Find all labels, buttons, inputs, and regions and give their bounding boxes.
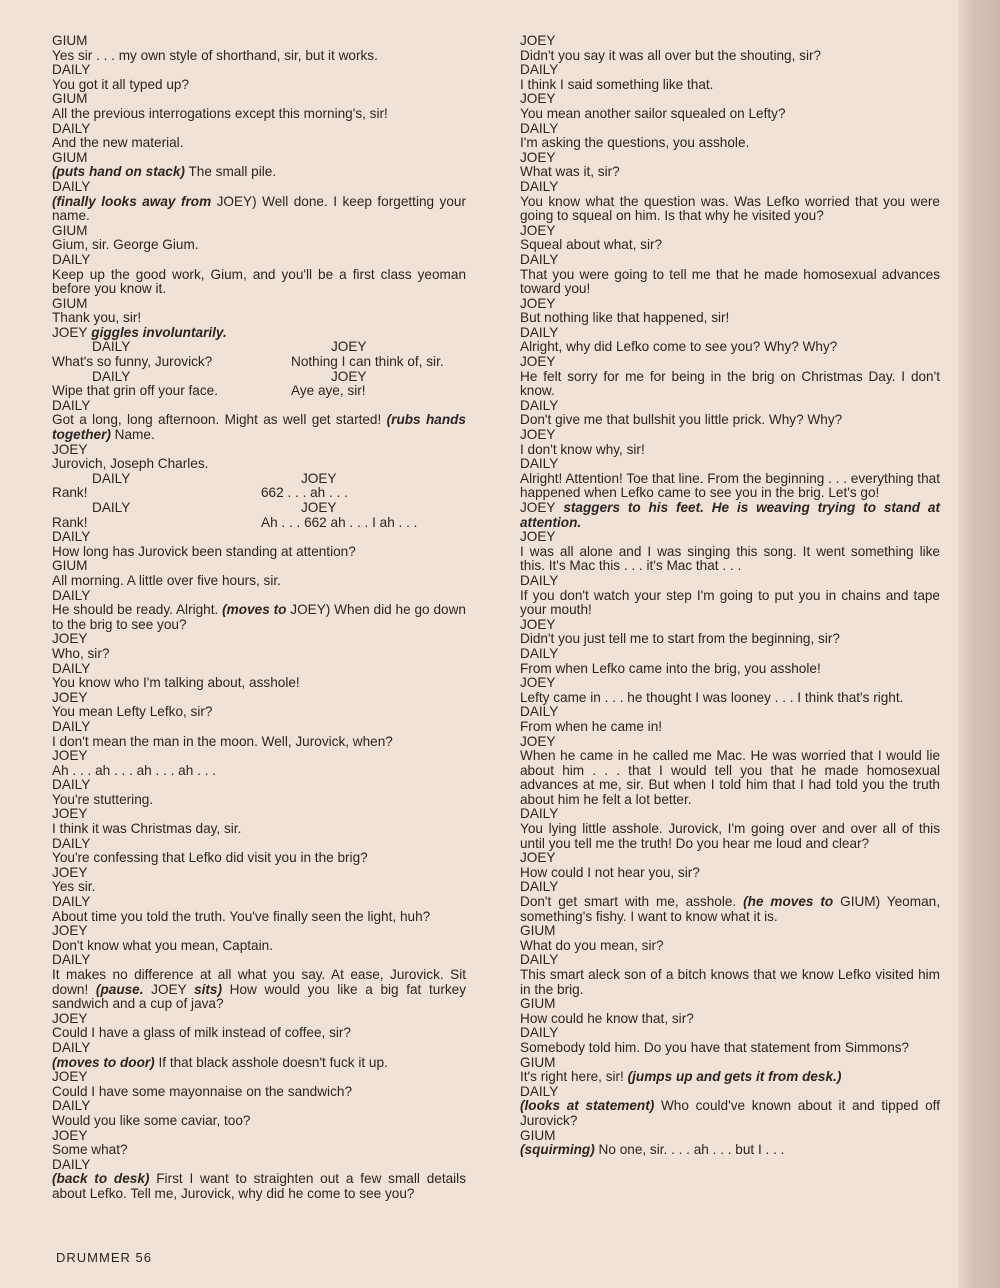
speaker-name: DAILY xyxy=(52,718,91,734)
pair-left: Rank! xyxy=(52,514,88,530)
speaker-name: DAILY xyxy=(52,587,91,603)
dialogue-line: (looks at statement) Who could've known about it and tipped off Jurovick? xyxy=(520,1098,940,1128)
speaker-name: JOEY xyxy=(52,689,88,705)
pair-right: Aye aye, sir! xyxy=(291,383,366,399)
pair-left: Rank! xyxy=(52,485,88,501)
speaker-name: GIUM xyxy=(520,996,556,1012)
dialogue-line: You're confessing that Lefko did visit you in the brig? xyxy=(52,850,368,866)
dialogue-line: Don't know what you mean, Captain. xyxy=(52,937,273,953)
dialogue-line: You know who I'm talking about, asshole! xyxy=(52,675,300,691)
pair-left: DAILY xyxy=(92,339,131,355)
speaker-name: DAILY xyxy=(52,1156,91,1172)
page-edge-shadow xyxy=(958,0,1000,1288)
speaker-name: JOEY xyxy=(520,354,556,370)
dialogue-line: I was all alone and I was singing this song. It went something like this. It's Mac this . . . it's Mac that . . . xyxy=(520,543,940,574)
speaker-name: JOEY xyxy=(520,616,556,632)
page-footer: DRUMMER 56 xyxy=(56,1250,152,1265)
dialogue-line: He felt sorry for me for being in the brig on Christmas Day. I don't know. xyxy=(520,368,940,399)
dialogue-line: From when Lefko came into the brig, you asshole! xyxy=(520,660,821,676)
pair-left: Wipe that grin off your face. xyxy=(52,383,218,399)
dialogue-line: I think I said something like that. xyxy=(520,76,714,92)
dialogue-line: If you don't watch your step I'm going to put you in chains and tape your mouth! xyxy=(520,587,940,618)
dialogue-line: Got a long, long afternoon. Might as well get started! (rubs hands together) Name. xyxy=(52,412,466,443)
dialogue-line: Yes sir . . . my own style of shorthand, sir, but it works. xyxy=(52,47,378,63)
speaker-name: DAILY xyxy=(52,894,91,910)
speaker-name: DAILY xyxy=(520,1083,559,1099)
stage-direction: JOEY giggles involuntarily. xyxy=(52,324,227,340)
speaker-name: JOEY xyxy=(520,529,556,545)
speaker-name: DAILY xyxy=(52,777,91,793)
speaker-name: GIUM xyxy=(520,1054,556,1070)
speaker-name: JOEY xyxy=(520,733,556,749)
dialogue-line: Some what? xyxy=(52,1142,128,1158)
dialogue-line: But nothing like that happened, sir! xyxy=(520,310,730,326)
speaker-name: JOEY xyxy=(52,1010,88,1026)
dialogue-line: You're stuttering. xyxy=(52,791,154,807)
pair-right: 662 . . . ah . . . xyxy=(261,485,348,501)
speaker-name: DAILY xyxy=(52,62,91,78)
dialogue-line: This smart aleck son of a bitch knows that we know Lefko visited him in the brig. xyxy=(520,967,940,997)
dialogue-line: I think it was Christmas day, sir. xyxy=(52,821,242,837)
speaker-name: GIUM xyxy=(52,149,88,165)
dialogue-line: When he came in he called me Mac. He was worried that I would lie about him . . . that I would tell you that he made homosexual advances at me, sir. But when I told him that I had told you the truth about him he felt a lot better. xyxy=(520,748,940,807)
pair-left: DAILY xyxy=(92,470,131,486)
speaker-name: DAILY xyxy=(52,251,91,267)
dialogue-line: Squeal about what, sir? xyxy=(520,237,663,253)
speaker-name: DAILY xyxy=(520,952,559,968)
stage-direction: JOEY staggers to his feet. He is weaving trying to stand at attention. xyxy=(520,500,940,530)
speaker-name: DAILY xyxy=(52,120,91,136)
dialogue-line: I don't know why, sir! xyxy=(520,441,645,457)
speaker-name: JOEY xyxy=(520,850,556,866)
speaker-name: JOEY xyxy=(520,91,556,107)
dialogue-line: I'm asking the questions, you asshole. xyxy=(520,135,750,151)
dialogue-line: How could he know that, sir? xyxy=(520,1010,694,1026)
dialogue-line: You lying little asshole. Jurovick, I'm going over and over all of this until you tell me the truth! Do you hear me loud and clear? xyxy=(520,821,940,851)
speaker-name: GIUM xyxy=(520,923,556,939)
dialogue-line: (squirming) No one, sir. . . . ah . . . but I . . . xyxy=(520,1142,785,1158)
dialogue-pair xyxy=(52,516,466,531)
speaker-name: JOEY xyxy=(52,806,88,822)
speaker-name: DAILY xyxy=(520,806,559,822)
dialogue-line: Who, sir? xyxy=(52,645,110,661)
pair-right: JOEY xyxy=(301,470,337,486)
speaker-name: JOEY xyxy=(52,1069,88,1085)
dialogue-line: (puts hand on stack) The small pile. xyxy=(52,164,277,180)
dialogue-line: He should be ready. Alright. (moves to JOEY) When did he go down to the brig to see you? xyxy=(52,602,466,632)
speaker-name: DAILY xyxy=(52,952,91,968)
dialogue-line: Don't give me that bullshit you little prick. Why? Why? xyxy=(520,412,843,428)
speaker-name: JOEY xyxy=(52,748,88,764)
speaker-name: JOEY xyxy=(52,631,88,647)
speaker-name: DAILY xyxy=(520,178,559,194)
dialogue-line: Ah . . . ah . . . ah . . . ah . . . xyxy=(52,762,216,778)
speaker-name: DAILY xyxy=(520,456,559,472)
speaker-name: JOEY xyxy=(520,427,556,443)
dialogue-line: How could I not hear you, sir? xyxy=(520,864,700,880)
pair-right: Ah . . . 662 ah . . . I ah . . . xyxy=(261,514,418,530)
speaker-name: JOEY xyxy=(52,864,88,880)
speaker-pair xyxy=(52,370,466,385)
dialogue-line: Alright! Attention! Toe that line. From the beginning . . . everything that happened when Lefko came to see you in the brig. Let's go! xyxy=(520,470,940,501)
dialogue-line: I don't mean the man in the moon. Well, Jurovick, when? xyxy=(52,733,393,749)
speaker-name: DAILY xyxy=(52,529,91,545)
speaker-name: JOEY xyxy=(520,33,556,48)
dialogue-line: Lefty came in . . . he thought I was looney . . . I think that's right. xyxy=(520,689,904,705)
dialogue-line: Would you like some caviar, too? xyxy=(52,1112,251,1128)
speaker-name: GIUM xyxy=(52,222,88,238)
dialogue-line: (back to desk) First I want to straighten out a few small details about Lefko. Tell me, Jurovick, why did he come to see you? xyxy=(52,1171,466,1201)
speaker-name: DAILY xyxy=(52,397,91,413)
dialogue-line: You know what the question was. Was Lefko worried that you were going to squeal on him. Is that why he visited you? xyxy=(520,193,940,224)
speaker-name: JOEY xyxy=(520,222,556,238)
pair-left: DAILY xyxy=(92,500,131,515)
speaker-name: JOEY xyxy=(520,149,556,165)
speaker-name: JOEY xyxy=(52,1127,88,1143)
pair-right: JOEY xyxy=(331,339,367,355)
speaker-name: DAILY xyxy=(520,704,559,720)
speaker-name: GIUM xyxy=(520,1127,556,1143)
speaker-name: DAILY xyxy=(520,397,559,413)
dialogue-line: Yes sir. xyxy=(52,879,96,895)
dialogue-line: You mean Lefty Lefko, sir? xyxy=(52,704,213,720)
dialogue-line: That you were going to tell me that he made homosexual advances toward you! xyxy=(520,266,940,297)
speaker-name: DAILY xyxy=(520,879,559,895)
dialogue-line: Somebody told him. Do you have that statement from Simmons? xyxy=(520,1039,910,1055)
dialogue-line: All the previous interrogations except this morning's, sir! xyxy=(52,105,388,121)
dialogue-line: You mean another sailor squealed on Lefty? xyxy=(520,105,786,121)
speaker-name: DAILY xyxy=(520,62,559,78)
pair-left: What's so funny, Jurovick? xyxy=(52,354,213,370)
left-column xyxy=(52,34,466,1202)
dialogue-line: Could I have a glass of milk instead of coffee, sir? xyxy=(52,1025,351,1041)
pair-right: JOEY xyxy=(331,368,367,384)
dialogue-line: All morning. A little over five hours, sir. xyxy=(52,572,281,588)
speaker-name: DAILY xyxy=(52,1098,91,1114)
speaker-name: GIUM xyxy=(52,33,88,48)
speaker-name: JOEY xyxy=(520,675,556,691)
dialogue-line: Don't get smart with me, asshole. (he moves to GIUM) Yeoman, something's fishy. I want to know what it is. xyxy=(520,894,940,924)
dialogue-line: It's right here, sir! (jumps up and gets it from desk.) xyxy=(520,1069,842,1085)
dialogue-line: And the new material. xyxy=(52,135,184,151)
speaker-name: DAILY xyxy=(52,1039,91,1055)
dialogue-line: From when he came in! xyxy=(520,718,663,734)
dialogue-line: About time you told the truth. You've finally seen the light, huh? xyxy=(52,908,431,924)
dialogue-line: You got it all typed up? xyxy=(52,76,190,92)
dialogue-pair xyxy=(52,355,466,370)
right-column xyxy=(520,34,940,1158)
dialogue-line: Alright, why did Lefko come to see you? Why? Why? xyxy=(520,339,838,355)
pair-right: JOEY xyxy=(301,500,337,515)
pair-left: DAILY xyxy=(92,368,131,384)
dialogue-line: How long has Jurovick been standing at attention? xyxy=(52,543,356,559)
speaker-name: GIUM xyxy=(52,295,88,311)
speaker-name: DAILY xyxy=(520,645,559,661)
speaker-name: JOEY xyxy=(52,923,88,939)
speaker-name: DAILY xyxy=(52,178,91,194)
dialogue-line: Jurovich, Joseph Charles. xyxy=(52,456,209,472)
speaker-name: DAILY xyxy=(52,660,91,676)
dialogue-pair xyxy=(52,486,466,501)
dialogue-line: Could I have some mayonnaise on the sandwich? xyxy=(52,1083,352,1099)
speaker-pair xyxy=(52,472,466,487)
speaker-name: DAILY xyxy=(520,572,559,588)
speaker-name: DAILY xyxy=(520,251,559,267)
speaker-name: DAILY xyxy=(52,835,91,851)
pair-right: Nothing I can think of, sir. xyxy=(291,354,444,370)
speaker-name: DAILY xyxy=(520,120,559,136)
dialogue-line: Gium, sir. George Gium. xyxy=(52,237,199,253)
speaker-name: GIUM xyxy=(52,91,88,107)
dialogue-line: What do you mean, sir? xyxy=(520,937,664,953)
dialogue-line: (moves to door) If that black asshole doesn't fuck it up. xyxy=(52,1054,388,1070)
speaker-name: GIUM xyxy=(52,558,88,574)
speaker-pair xyxy=(52,501,466,516)
dialogue-line: (finally looks away from JOEY) Well done. I keep forgetting your name. xyxy=(52,193,466,224)
dialogue-pair xyxy=(52,384,466,399)
dialogue-line: Didn't you just tell me to start from the beginning, sir? xyxy=(520,631,840,647)
dialogue-line: It makes no difference at all what you say. At ease, Jurovick. Sit down! (pause. JOEY sits) How would you like a big fat turkey sandwich and a cup of java? xyxy=(52,967,466,1012)
speaker-name: DAILY xyxy=(520,324,559,340)
dialogue-line: Keep up the good work, Gium, and you'll be a first class yeoman before you know it. xyxy=(52,266,466,297)
speaker-name: JOEY xyxy=(52,441,88,457)
speaker-name: JOEY xyxy=(520,295,556,311)
speaker-name: DAILY xyxy=(520,1025,559,1041)
dialogue-line: Thank you, sir! xyxy=(52,310,142,326)
dialogue-line: What was it, sir? xyxy=(520,164,620,180)
speaker-pair xyxy=(52,340,466,355)
dialogue-line: Didn't you say it was all over but the shouting, sir? xyxy=(520,47,822,63)
